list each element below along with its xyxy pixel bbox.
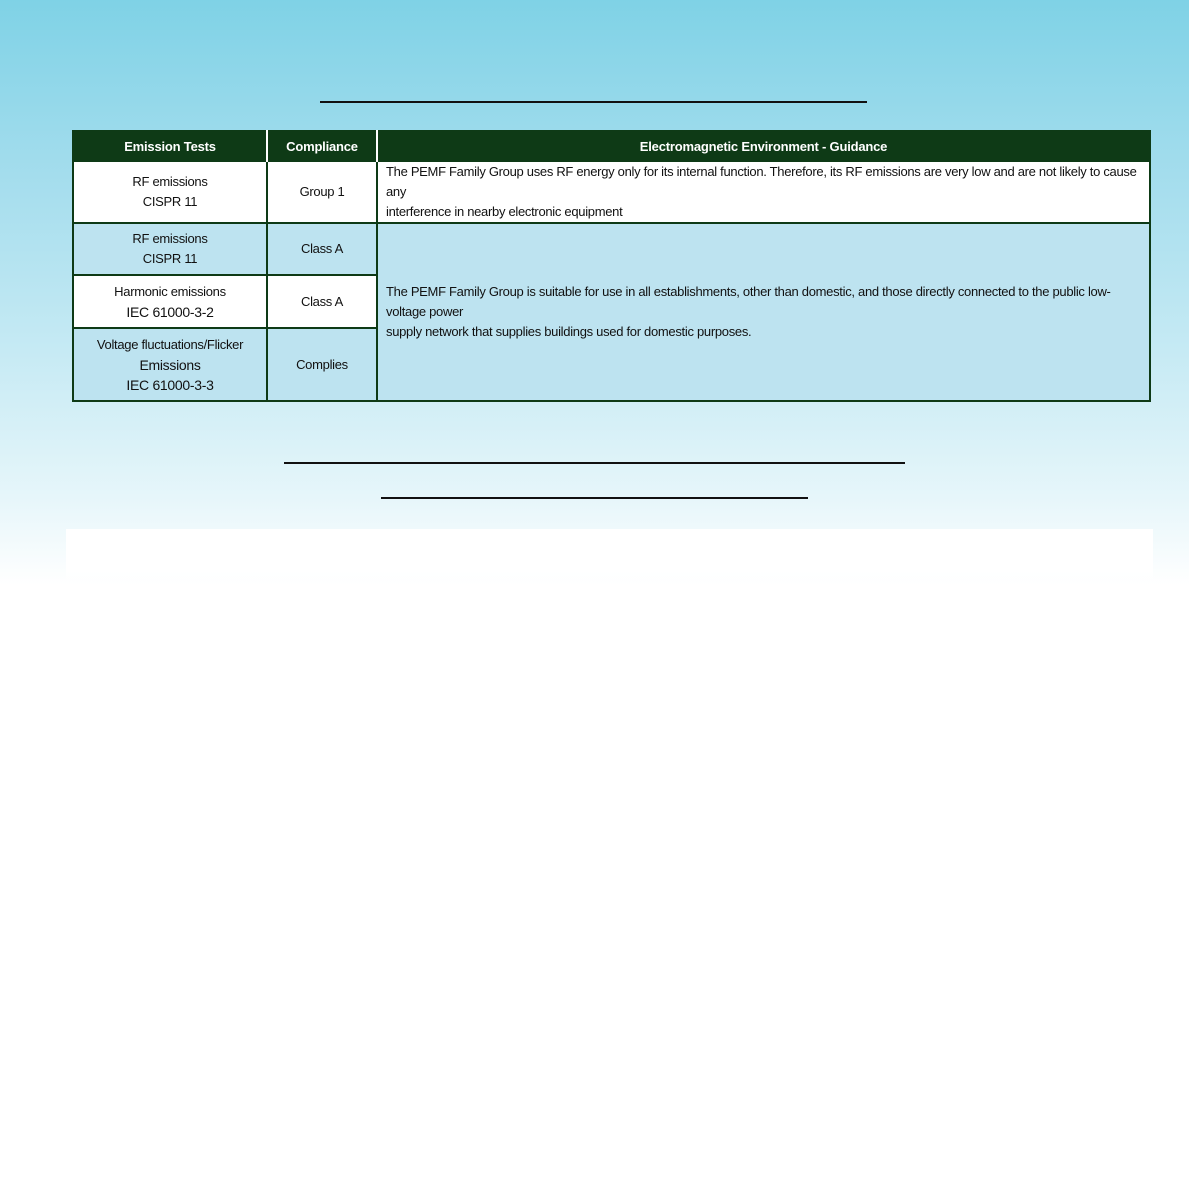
guidance-line: The PEMF Family Group uses RF energy only for its internal function. Therefore, its RF emissions are very low and are not likely to cause any xyxy=(386,164,1137,199)
table-row xyxy=(73,161,1150,223)
heading-underline-1 xyxy=(320,101,867,103)
emission-test-cell xyxy=(73,275,267,328)
test-category: Emissions xyxy=(139,356,201,373)
table-row xyxy=(73,223,1150,275)
compliance-cell: Class A xyxy=(267,223,377,275)
header-emission-tests: Emission Tests xyxy=(73,131,267,161)
heading-underline-3 xyxy=(381,497,808,499)
test-name: RF emissions xyxy=(132,174,208,189)
emission-test-cell xyxy=(73,161,267,223)
test-name: RF emissions xyxy=(132,231,208,246)
guidance-line: supply network that supplies buildings used for domestic purposes. xyxy=(386,324,752,339)
emission-test-cell xyxy=(73,223,267,275)
header-compliance: Compliance xyxy=(267,131,377,161)
test-standard: IEC 61000-3-2 xyxy=(126,303,214,320)
emission-compliance-table xyxy=(72,130,1151,402)
test-standard: CISPR 11 xyxy=(142,251,198,266)
test-standard: CISPR 11 xyxy=(142,194,198,209)
guidance-cell xyxy=(377,161,1150,223)
compliance-cell: Class A xyxy=(267,275,377,328)
guidance-line: The PEMF Family Group is suitable for use in all establishments, other than domestic, and those directly connected to the public low-voltage power xyxy=(386,284,1111,319)
table-header-row xyxy=(73,131,1150,161)
compliance-cell: Group 1 xyxy=(267,161,377,223)
test-name: Harmonic emissions xyxy=(114,283,226,299)
content-panel xyxy=(66,529,1153,589)
merged-guidance-cell xyxy=(377,223,1150,401)
guidance-line: interference in nearby electronic equipment xyxy=(386,204,623,219)
heading-underline-2 xyxy=(284,462,905,464)
emission-test-cell xyxy=(73,328,267,401)
test-name: Voltage fluctuations/Flicker xyxy=(96,336,244,352)
compliance-cell: Complies xyxy=(267,328,377,401)
header-guidance: Electromagnetic Environment - Guidance xyxy=(377,131,1150,161)
test-standard: IEC 61000-3-3 xyxy=(126,376,214,393)
